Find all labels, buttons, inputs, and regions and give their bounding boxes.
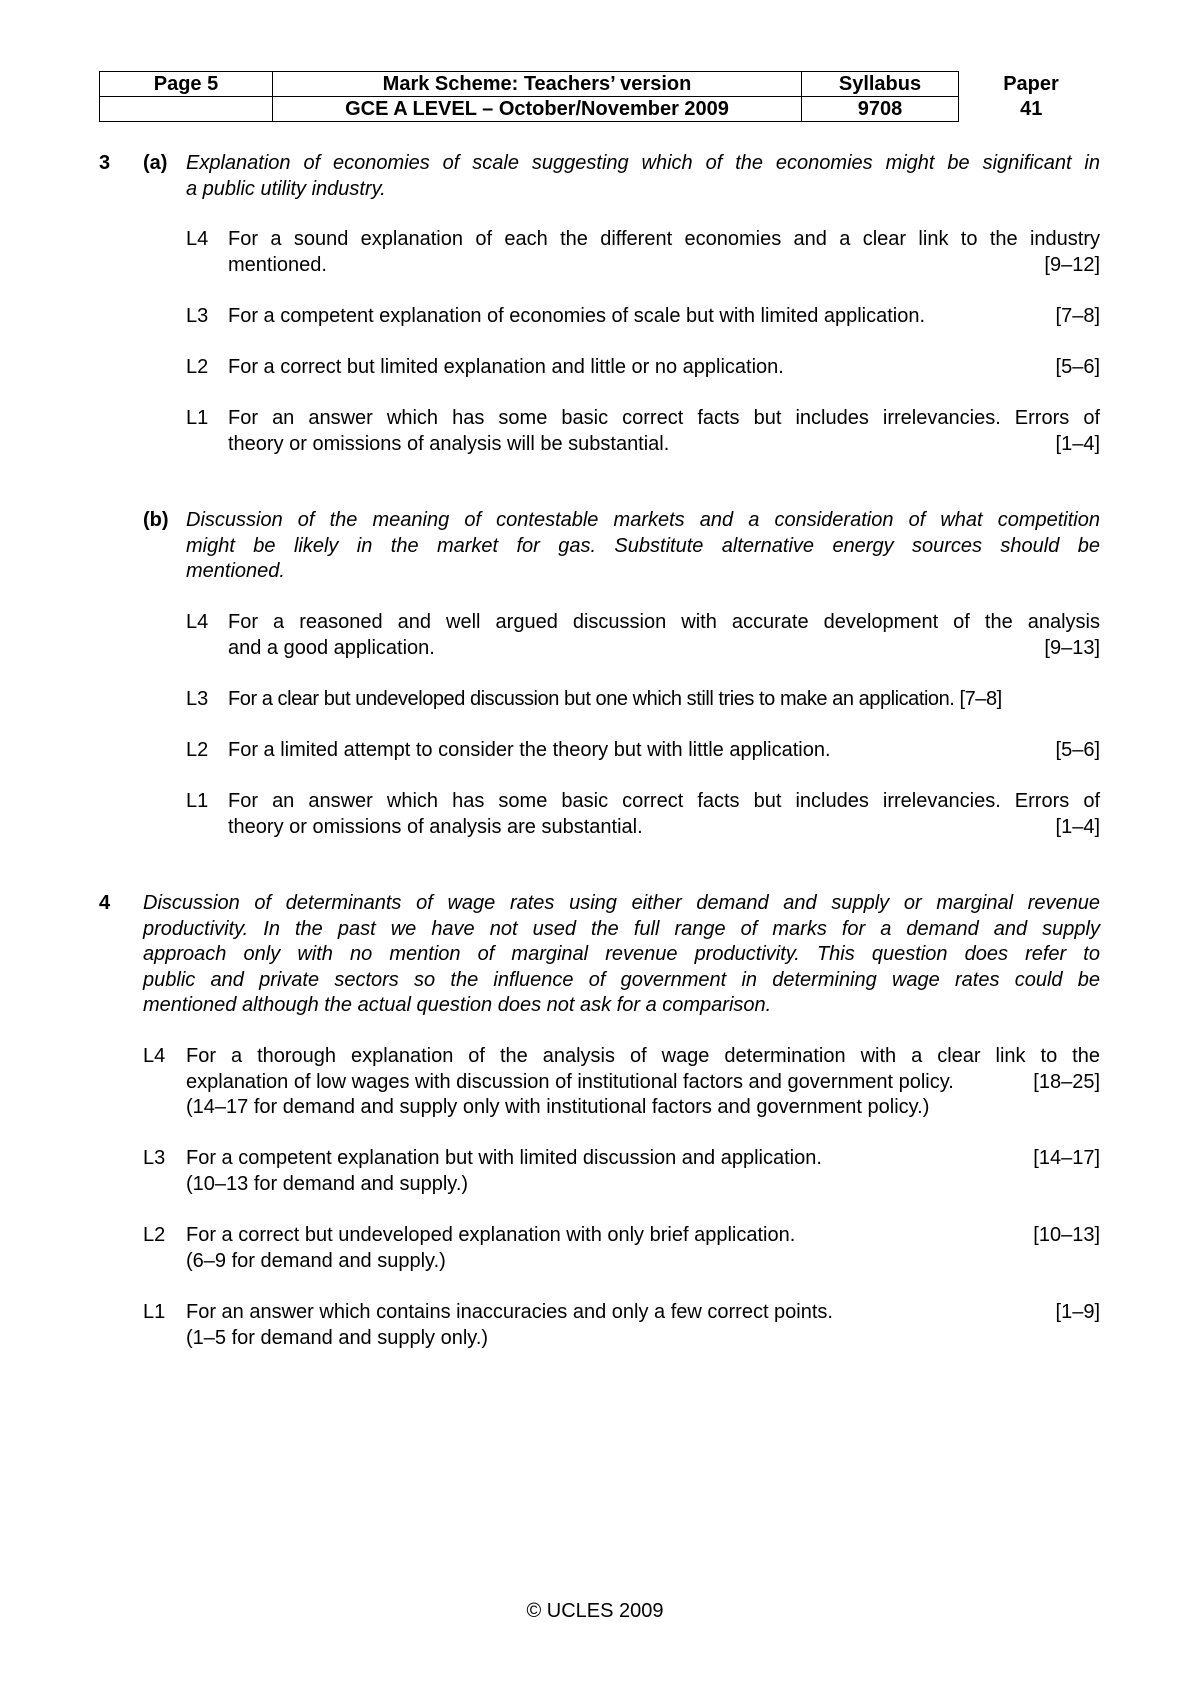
question-3a-label: (a) xyxy=(143,152,168,174)
level-label: L4 xyxy=(143,1045,166,1067)
intro-line: approach only with no mention of marginal revenue productivity. This question does refer to xyxy=(143,943,1100,965)
mark-range: [14–17] xyxy=(1033,1147,1100,1169)
q3b-level-l2 xyxy=(186,738,1100,764)
level-text: and a good application. [9–13] xyxy=(228,636,1100,662)
footer-copyright: © UCLES 2009 xyxy=(526,1600,664,1622)
question-3-number: 3 xyxy=(99,152,111,174)
header-paper: 41 xyxy=(1020,98,1043,120)
q3a-level-l4 xyxy=(186,227,1100,279)
q4-level-l4 xyxy=(143,1044,1100,1122)
mark-range: [7–8] xyxy=(1055,305,1100,327)
header-syllabus: 9708 xyxy=(802,97,959,122)
intro-line: mentioned although the actual question does not ask for a comparison. xyxy=(143,994,772,1016)
level-label: L1 xyxy=(186,407,209,429)
header-syllabus-label: Syllabus xyxy=(802,72,959,97)
mark-range: [1–4] xyxy=(1055,432,1100,455)
level-text: theory or omissions of analysis are substantial. [1–4] xyxy=(228,815,1100,841)
intro-line: Explanation of economies of scale suggesting which of the economies might be significant in xyxy=(186,152,1100,174)
question-3b-label: (b) xyxy=(143,509,169,531)
level-text: For a clear but undeveloped discussion but one which still tries to make an application. [7–8] xyxy=(228,688,1002,710)
level-text: explanation of low wages with discussion of institutional factors and government policy. [18–25] xyxy=(186,1070,1100,1096)
mark-range: [18–25] xyxy=(1033,1070,1100,1093)
level-label: L3 xyxy=(186,305,209,327)
intro-line: Discussion of determinants of wage rates using either demand and supply or marginal revenue xyxy=(143,892,1100,914)
level-text: For a limited attempt to consider the theory but with little application. [5–6] xyxy=(228,738,1100,764)
mark-range: [1–4] xyxy=(1055,815,1100,838)
level-text: For an answer which has some basic correct facts but includes irrelevancies. Errors of xyxy=(228,790,1100,812)
q3a-level-l1 xyxy=(186,406,1100,458)
mark-range: [10–13] xyxy=(1033,1224,1100,1246)
level-text: theory or omissions of analysis will be substantial. [1–4] xyxy=(228,432,1100,458)
header-empty-cell xyxy=(100,97,273,122)
level-text: (14–17 for demand and supply only with institutional factors and government policy.) xyxy=(186,1096,930,1118)
intro-line: mentioned. xyxy=(186,560,285,582)
intro-line: a public utility industry. xyxy=(186,177,386,200)
question-4-intro xyxy=(143,891,1100,1019)
q3b-level-l4 xyxy=(186,610,1100,662)
level-text: For a reasoned and well argued discussion with accurate development of the analysis xyxy=(228,611,1100,633)
intro-line: productivity. In the past we have not used the full range of marks for a demand and supply xyxy=(143,917,1100,940)
level-text: For a correct but limited explanation and little or no application. [5–6] xyxy=(228,355,1100,381)
level-text: For a thorough explanation of the analysis of wage determination with a clear link to the xyxy=(186,1045,1100,1067)
q3a-level-l3 xyxy=(186,304,1100,330)
level-text: (6–9 for demand and supply.) xyxy=(186,1249,446,1272)
mark-range: [9–13] xyxy=(1044,636,1100,659)
level-text: (10–13 for demand and supply.) xyxy=(186,1172,469,1195)
level-label: L2 xyxy=(143,1224,166,1246)
q3b-level-l3 xyxy=(186,687,1100,713)
q4-level-l3 xyxy=(143,1146,1100,1198)
level-label: L2 xyxy=(186,739,209,761)
level-label: L4 xyxy=(186,228,209,250)
level-label: L3 xyxy=(143,1147,166,1169)
intro-line: might be likely in the market for gas. Substitute alternative energy sources should be xyxy=(186,534,1100,557)
level-text: For a correct but undeveloped explanation with only brief application. [10–13] xyxy=(186,1223,1100,1249)
mark-range: [9–12] xyxy=(1044,253,1100,276)
header-subtitle: GCE A LEVEL – October/November 2009 xyxy=(273,97,802,122)
header-table xyxy=(99,71,1104,122)
mark-range: [5–6] xyxy=(1055,739,1100,761)
level-label: L2 xyxy=(186,356,209,378)
header-page: Page 5 xyxy=(100,72,273,97)
q3b-level-l1 xyxy=(186,789,1100,841)
level-text: For a sound explanation of each the different economies and a clear link to the industry xyxy=(228,228,1100,250)
level-text: For a competent explanation of economies of scale but with limited application. [7–8] xyxy=(228,304,1100,330)
question-4-number: 4 xyxy=(99,892,111,914)
mark-range: [7–8] xyxy=(959,688,1002,710)
header-paper-label: Paper xyxy=(1003,73,1059,95)
level-text: For an answer which contains inaccuracies and only a few correct points. [1–9] xyxy=(186,1300,1100,1326)
q3a-level-l2 xyxy=(186,355,1100,381)
question-3a-intro xyxy=(186,151,1100,202)
question-3b-intro xyxy=(186,508,1100,585)
level-text: For an answer which has some basic correct facts but includes irrelevancies. Errors of xyxy=(228,407,1100,429)
level-text: (1–5 for demand and supply only.) xyxy=(186,1326,489,1349)
q4-level-l2 xyxy=(143,1223,1100,1275)
intro-line: Discussion of the meaning of contestable markets and a consideration of what competition xyxy=(186,509,1100,531)
level-text: For a competent explanation but with limited discussion and application. [14–17] xyxy=(186,1146,1100,1172)
level-label: L1 xyxy=(186,790,209,812)
intro-line: public and private sectors so the influence of government in determining wage rates could be xyxy=(143,968,1100,991)
level-label: L3 xyxy=(186,688,209,710)
level-label: L4 xyxy=(186,611,209,633)
mark-range: [5–6] xyxy=(1055,356,1100,378)
q4-level-l1 xyxy=(143,1300,1100,1352)
level-label: L1 xyxy=(143,1301,166,1323)
header-title: Mark Scheme: Teachers’ version xyxy=(273,72,802,97)
level-text: mentioned. [9–12] xyxy=(228,253,1100,279)
mark-range: [1–9] xyxy=(1055,1301,1100,1323)
